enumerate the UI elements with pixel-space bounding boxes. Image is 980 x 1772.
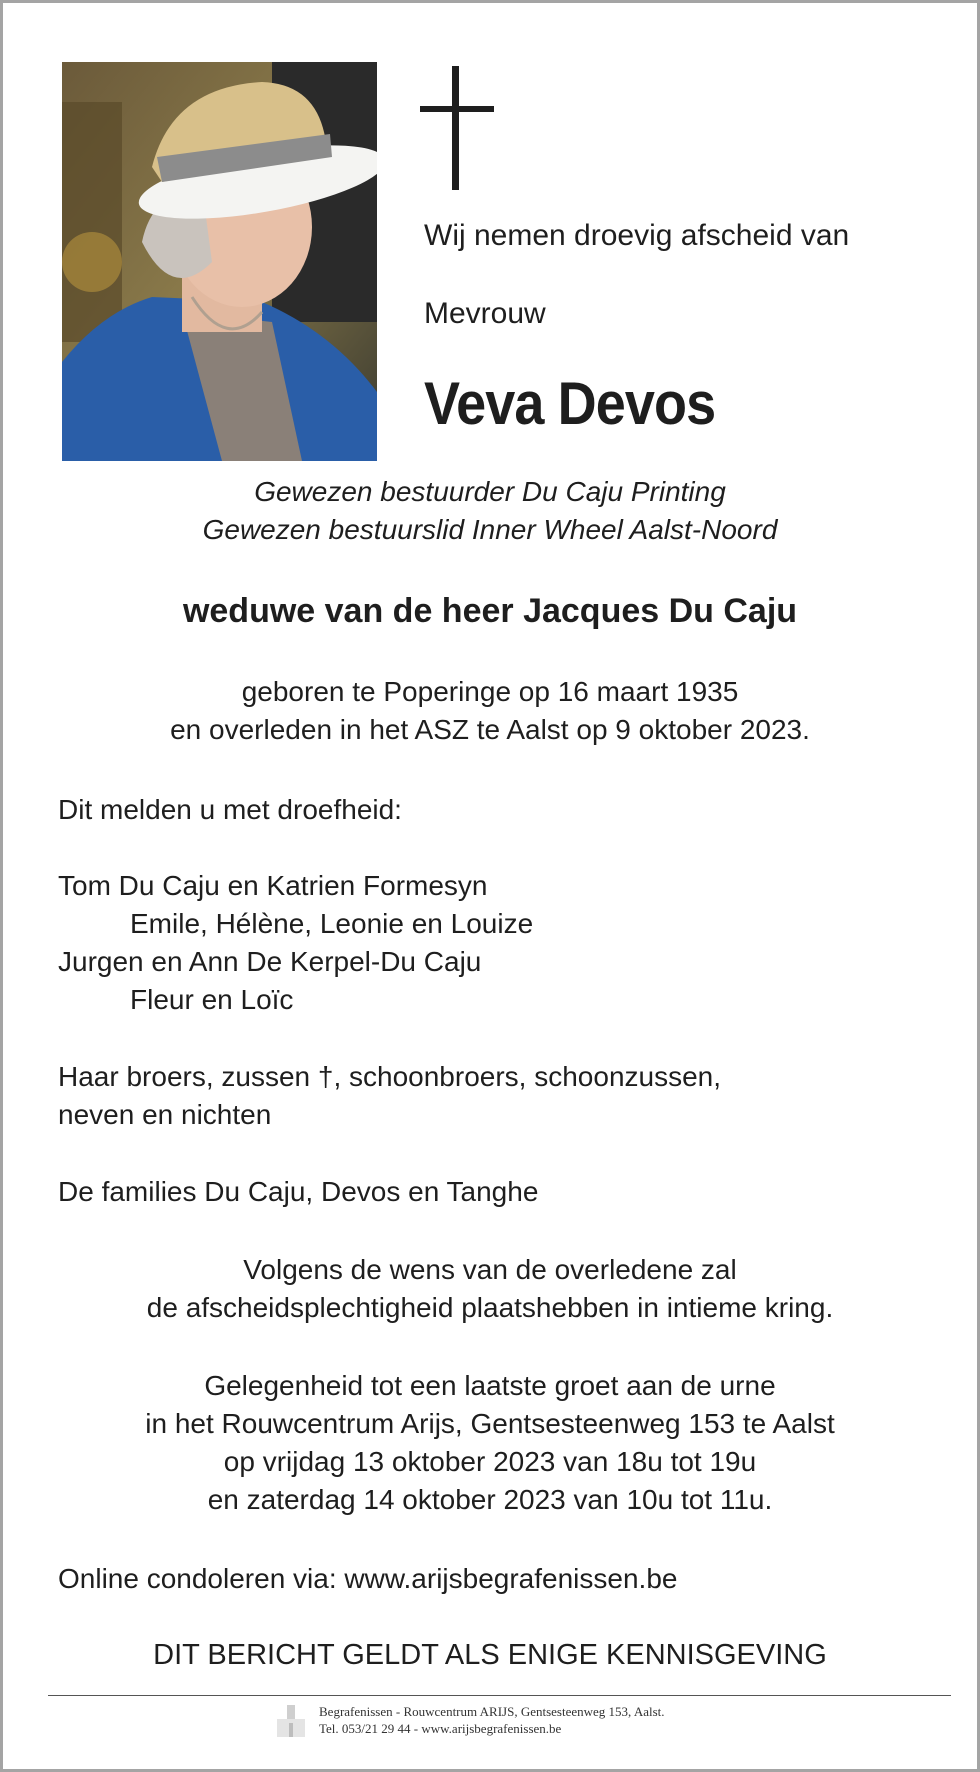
- notice-line: DIT BERICHT GELDT ALS ENIGE KENNISGEVING: [153, 1639, 827, 1671]
- role-line: Gewezen bestuurslid Inner Wheel Aalst-Noord: [202, 514, 778, 545]
- relatives-line: Haar broers, zussen †, schoonbroers, schoonzussen,: [58, 1061, 722, 1092]
- family-line: Jurgen en Ann De Kerpel-Du Caju: [58, 946, 482, 977]
- wish-line: de afscheidsplechtigheid plaatshebben in intieme kring.: [146, 1292, 834, 1323]
- visit-line: en zaterdag 14 oktober 2023 van 10u tot 11u.: [207, 1484, 773, 1515]
- footer-line-contact: Tel. 053/21 29 44 - www.arijsbegrafenissen.be: [319, 1721, 562, 1736]
- visit-line: op vrijdag 13 oktober 2023 van 18u tot 19u: [223, 1446, 757, 1477]
- birth-death-block: [3, 673, 977, 749]
- deceased-name: Veva Devos: [424, 370, 716, 437]
- role-line: Gewezen bestuurder Du Caju Printing: [254, 476, 726, 507]
- wish-block: [3, 1251, 977, 1327]
- family-line: Tom Du Caju en Katrien Formesyn: [58, 870, 488, 901]
- widow-line: weduwe van de heer Jacques Du Caju: [182, 592, 798, 630]
- online-condolence-line: Online condoleren via: www.arijsbegrafenissen.be: [58, 1563, 678, 1594]
- footer-line-address: Begrafenissen - Rouwcentrum ARIJS, Gentsesteenweg 153, Aalst.: [319, 1704, 665, 1719]
- title-text: Mevrouw: [424, 297, 546, 330]
- death-line: en overleden in het ASZ te Aalst op 9 oktober 2023.: [170, 714, 810, 745]
- relatives-block: [58, 1058, 721, 1134]
- family-line: Emile, Hélène, Leonie en Louize: [130, 908, 534, 939]
- birth-line: geboren te Poperinge op 16 maart 1935: [241, 676, 739, 707]
- footer-divider: [48, 1695, 951, 1696]
- funeral-home-logo-icon: [273, 1703, 309, 1739]
- family-list: [58, 867, 533, 1019]
- roles-block: [3, 473, 977, 549]
- visit-block: [3, 1367, 977, 1519]
- visit-line: in het Rouwcentrum Arijs, Gentsesteenweg 153 te Aalst: [145, 1408, 835, 1439]
- intro-text: Wij nemen droevig afscheid van: [424, 219, 850, 252]
- footer-text: [319, 1703, 959, 1737]
- relatives-line: neven en nichten: [58, 1099, 272, 1130]
- portrait-photo: [62, 62, 377, 461]
- announce-line: Dit melden u met droefheid:: [58, 794, 402, 825]
- visit-line: Gelegenheid tot een laatste groet aan de urne: [204, 1370, 776, 1401]
- wish-line: Volgens de wens van de overledene zal: [243, 1254, 737, 1285]
- cross-icon: [420, 66, 494, 190]
- families-line: De families Du Caju, Devos en Tanghe: [58, 1176, 539, 1207]
- family-line: Fleur en Loïc: [130, 984, 294, 1015]
